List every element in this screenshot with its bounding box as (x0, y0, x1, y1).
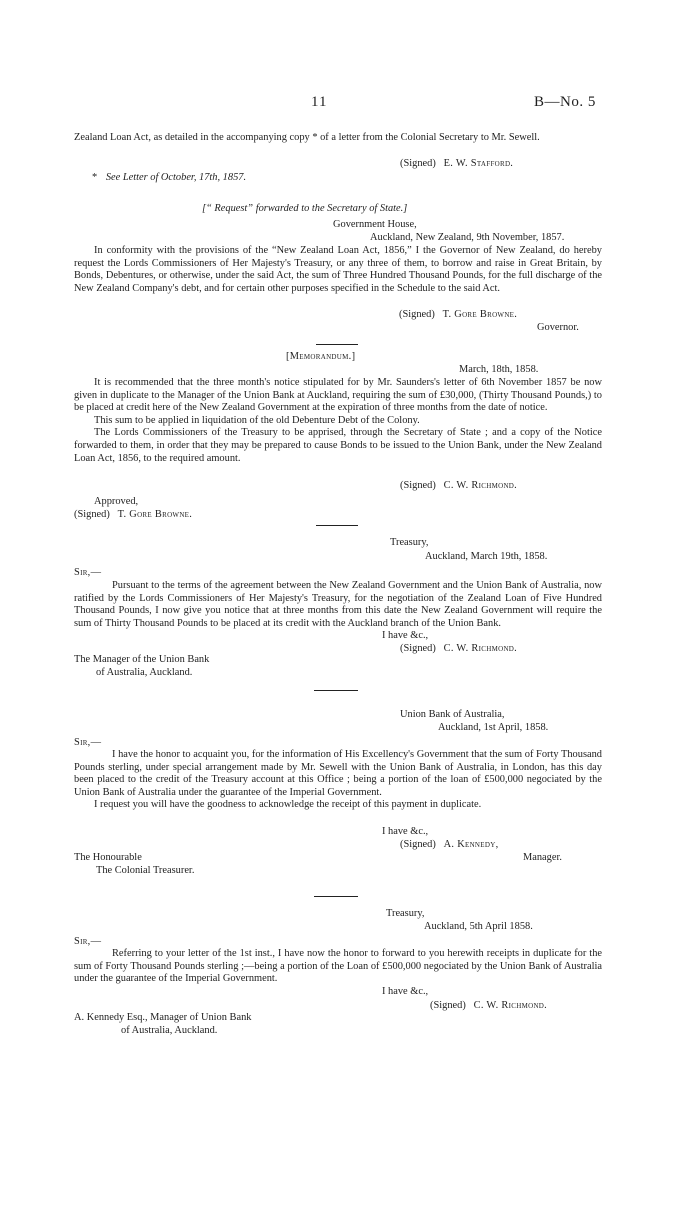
memorandum-heading: [Memorandum.] (286, 351, 356, 362)
request-address-line2: Auckland, New Zealand, 9th November, 1857. (370, 232, 565, 243)
letter3-body: Referring to your letter of the 1st inst., I have now the honor to forward to you herewith receipts in duplicate for the sum of Forty Thousand Pounds sterling ;—being a portion of the Loan of £500,000 negociated by the Union Bank of Australia under the guarantee of the Imperial Government. (74, 948, 602, 985)
document-reference: B—No. 5 (534, 94, 596, 110)
letter2-signature (400, 839, 498, 852)
section-divider (316, 344, 358, 345)
letter1-body: Pursuant to the terms of the agreement between the New Zealand Government and the Union Bank of Australia, now ratified by the Lords Commissioners of Her Majesty's Treasury, for the negotiation of the Zealand Loan of Five Hundred Thousand Pounds, I now give you notice that at three months from this date the New Zealand Government will require the sum of Thirty Thousand Pounds to be placed at its credit with the Auckland branch of the Union Bank. (74, 580, 602, 629)
letter3-address-line1: Treasury, (386, 908, 425, 919)
request-signature (399, 309, 517, 322)
opening-text: Zealand Loan Act, as detailed in the accompanying copy * of a letter from the Colonial Secretary to Mr. Sewell. (74, 132, 540, 143)
letter1-salutation: Sir,— (74, 567, 102, 578)
letter2-closing: I have &c., (382, 826, 429, 837)
letter2-addressee-line1: The Honourable (74, 852, 142, 863)
signature-name: T. Gore Browne. (442, 309, 518, 320)
letter3-address-line2: Auckland, 5th April 1858. (424, 921, 533, 932)
opening-signature (400, 158, 513, 171)
request-body: In conformity with the provisions of the “New Zealand Loan Act, 1856,” I the Governor of New Zealand, do hereby request the Lords Commissioners of Her Majesty's Treasury, or any three of them, to borrow and raise in Great Britain, by Bonds, Debentures, or otherwise, under the said Act, the sum of Three Hundred Thousand Pounds, for the full discharge of the New Zealand Company's debt, and for certain other purposes specified in the Schedule to the said Act. (74, 245, 602, 294)
letter3-signature (430, 1000, 547, 1013)
letter3-section (74, 948, 602, 986)
letter3-salutation: Sir,— (74, 936, 102, 947)
signature-name: C. W. Richmond. (443, 480, 518, 491)
letter1-addressee-line2: of Australia, Auckland. (96, 667, 193, 678)
letter2-section (74, 749, 602, 812)
signature-label: (Signed) (400, 839, 436, 850)
signature-name: T. Gore Browne. (117, 509, 193, 520)
memorandum-approved: Approved, (94, 496, 139, 507)
request-heading: [“ Request” forwarded to the Secretary of State.] (202, 203, 408, 214)
page-number: 11 (311, 94, 328, 110)
letter2-body: I have the honor to acquaint you, for the information of His Excellency's Government that the sum of Forty Thousand Pounds sterling, under special arrangement made by Mr. Sewell with the Union Bank of Australia, in London, has this day been placed to the credit of the Treasury account at this Office ; being a portion of the loan of £500,000 negociated by the Union Bank of Australia under the guarantee of the Imperial Government. (74, 749, 602, 798)
signature-name: C. W. Richmond. (443, 643, 518, 654)
letter1-address-line1: Treasury, (390, 537, 429, 548)
section-divider (316, 525, 358, 526)
footnote-text: See Letter of October, 17th, 1857. (105, 172, 247, 183)
memorandum-signature (400, 480, 517, 493)
letter2-address-line1: Union Bank of Australia, (400, 709, 505, 720)
request-section (74, 245, 602, 295)
signature-label: (Signed) (74, 509, 110, 520)
letter2-addressee-line2: The Colonial Treasurer. (96, 865, 195, 876)
letter1-section (74, 580, 602, 630)
letter1-address-line2: Auckland, March 19th, 1858. (425, 551, 548, 562)
letter3-closing: I have &c., (382, 986, 429, 997)
signature-name: E. W. Stafford. (443, 158, 514, 169)
signature-name: A. Kennedy, (443, 839, 499, 850)
footnote-mark: * (92, 172, 98, 183)
letter2-address-line2: Auckland, 1st April, 1858. (438, 722, 549, 733)
signature-label: (Signed) (430, 1000, 466, 1011)
memorandum-para-3: The Lords Commissioners of the Treasury to be apprised, through the Secretary of State ; and a copy of the Notice forwarded to them, in order that they may be prepared to cause Bonds to be issued to the Union Bank, under the New Zealand Loan Act, 1856, to the required amount. (74, 427, 602, 464)
letter1-signature (400, 643, 517, 656)
letter2-signature-title: Manager. (523, 852, 562, 863)
memorandum-para-2: This sum to be applied in liquidation of the old Debenture Debt of the Colony. (94, 414, 420, 426)
letter3-addressee-line2: of Australia, Auckland. (121, 1025, 218, 1036)
signature-label: (Signed) (400, 158, 436, 169)
request-signature-title: Governor. (537, 322, 579, 333)
footnote (92, 172, 246, 185)
section-divider (314, 690, 358, 691)
memorandum-section (74, 377, 602, 465)
opening-section (74, 132, 602, 145)
section-divider (314, 896, 358, 897)
letter2-salutation: Sir,— (74, 737, 102, 748)
signature-label: (Signed) (400, 480, 436, 491)
letter1-closing: I have &c., (382, 630, 429, 641)
letter3-addressee-line1: A. Kennedy Esq., Manager of Union Bank (74, 1012, 252, 1023)
signature-name: C. W. Richmond. (473, 1000, 548, 1011)
request-address-line1: Government House, (333, 219, 417, 230)
memorandum-para-1: It is recommended that the three month's notice stipulated for by Mr. Saunders's letter of 6th November 1857 be now given in duplicate to the Manager of the Union Bank at Auckland, requiring the sum of £30,000, (Thirty Thousand Pounds,) to be placed at credit here of the New Zealand Government at the expiration of three months from the date of notice. (74, 377, 602, 414)
signature-label: (Signed) (399, 309, 435, 320)
letter2-body-2: I request you will have the goodness to acknowledge the receipt of this payment in duplicate. (94, 799, 482, 811)
letter1-addressee-line1: The Manager of the Union Bank (74, 654, 210, 665)
memorandum-date: March, 18th, 1858. (459, 364, 539, 375)
memorandum-approved-signature (74, 509, 192, 522)
signature-label: (Signed) (400, 643, 436, 654)
